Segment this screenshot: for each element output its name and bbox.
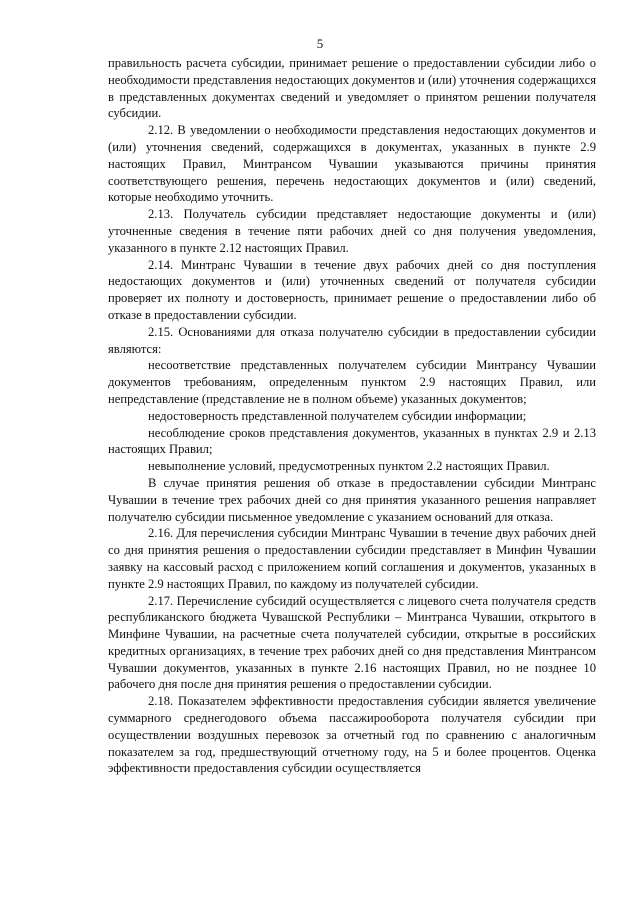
paragraph: несоблюдение сроков представления документов, указанных в пунктах 2.9 и 2.13 настоящих Правил; (108, 425, 596, 457)
paragraph: 2.17. Перечисление субсидий осуществляется с лицевого счета получателя средств республиканского бюджета Чувашской Республики – Минтранса Чувашии, открытого в Минфине Чувашии, на расчетные счета получателей субсидии, открытые в российских кредитных организациях, в течение трех рабочих дней со дня представления Минтрансом Чувашии документов, указанных в пункте 2.16 настоящих Правил, но не позднее 10 рабочего дня после дня принятия решения о предоставлении субсидии. (108, 593, 596, 692)
paragraph: 2.15. Основаниями для отказа получателю субсидии в предоставлении субсидии являются: (108, 324, 596, 356)
paragraph: несоответствие представленных получателем субсидии Минтрансу Чувашии документов требованиям, определенным пунктом 2.9 настоящих Правил, или непредставление (представление не в полном объеме) указанных документов; (108, 358, 596, 406)
paragraph: недостоверность представленной получателем субсидии информации; (148, 408, 527, 423)
paragraph: невыполнение условий, предусмотренных пунктом 2.2 настоящих Правил. (148, 459, 550, 474)
page-number: 5 (316, 36, 324, 51)
paragraph: 2.13. Получатель субсидии представляет недостающие документы и (или) уточненные сведения в течение пяти рабочих дней со дня получения уведомления, указанного в пункте 2.12 настоящих Правил. (108, 207, 596, 255)
paragraph: В случае принятия решения об отказе в предоставлении субсидии Минтранс Чувашии в течение трех рабочих дней со дня принятия указанного решения направляет получателю субсидии письменное уведомление с указанием оснований для отказа. (108, 475, 596, 524)
paragraph: 2.18. Показателем эффективности предоставления субсидии является увеличение суммарного среднегодового объема пассажирооборота получателя субсидии при осуществлении воздушных перевозок за отчетный год по сравнению с аналогичным показателем за год, предшествующий отчетному году, на 5 и более процентов. Оценка эффективности предоставления субсидии осуществляется (108, 694, 596, 776)
paragraph: 2.16. Для перечисления субсидии Минтранс Чувашии в течение двух рабочих дней со дня принятия решения о предоставлении субсидии представляет в Минфин Чувашии заявку на кассовый расход с приложением копий соглашения и документов, указанных в пункте 2.9 настоящих Правил, по каждому из получателей субсидии. (108, 526, 596, 591)
paragraph: 2.12. В уведомлении о необходимости представления недостающих документов и (или) уточнения сведений, содержащихся в документах, указанных в пункте 2.9 настоящих Правил, Минтрансом Чувашии указываются причины принятия соответствующего решения, перечень недостающих документов и (или) сведений, которые необходимо уточнить. (108, 123, 596, 205)
document-body (108, 55, 596, 777)
paragraph: правильность расчета субсидии, принимает решение о предоставлении субсидии либо о необходимости представления недостающих документов и (или) уточнения содержащихся в представленных документах сведений и уведомляет о принятом решении получателя субсидии. (108, 56, 596, 121)
paragraph: 2.14. Минтранс Чувашии в течение двух рабочих дней со дня поступления недостающих документов и (или) уточненных сведений от получателя субсидии проверяет их полноту и достоверность, принимает решение о предоставлении либо об отказе в предоставлении субсидии. (108, 257, 596, 322)
